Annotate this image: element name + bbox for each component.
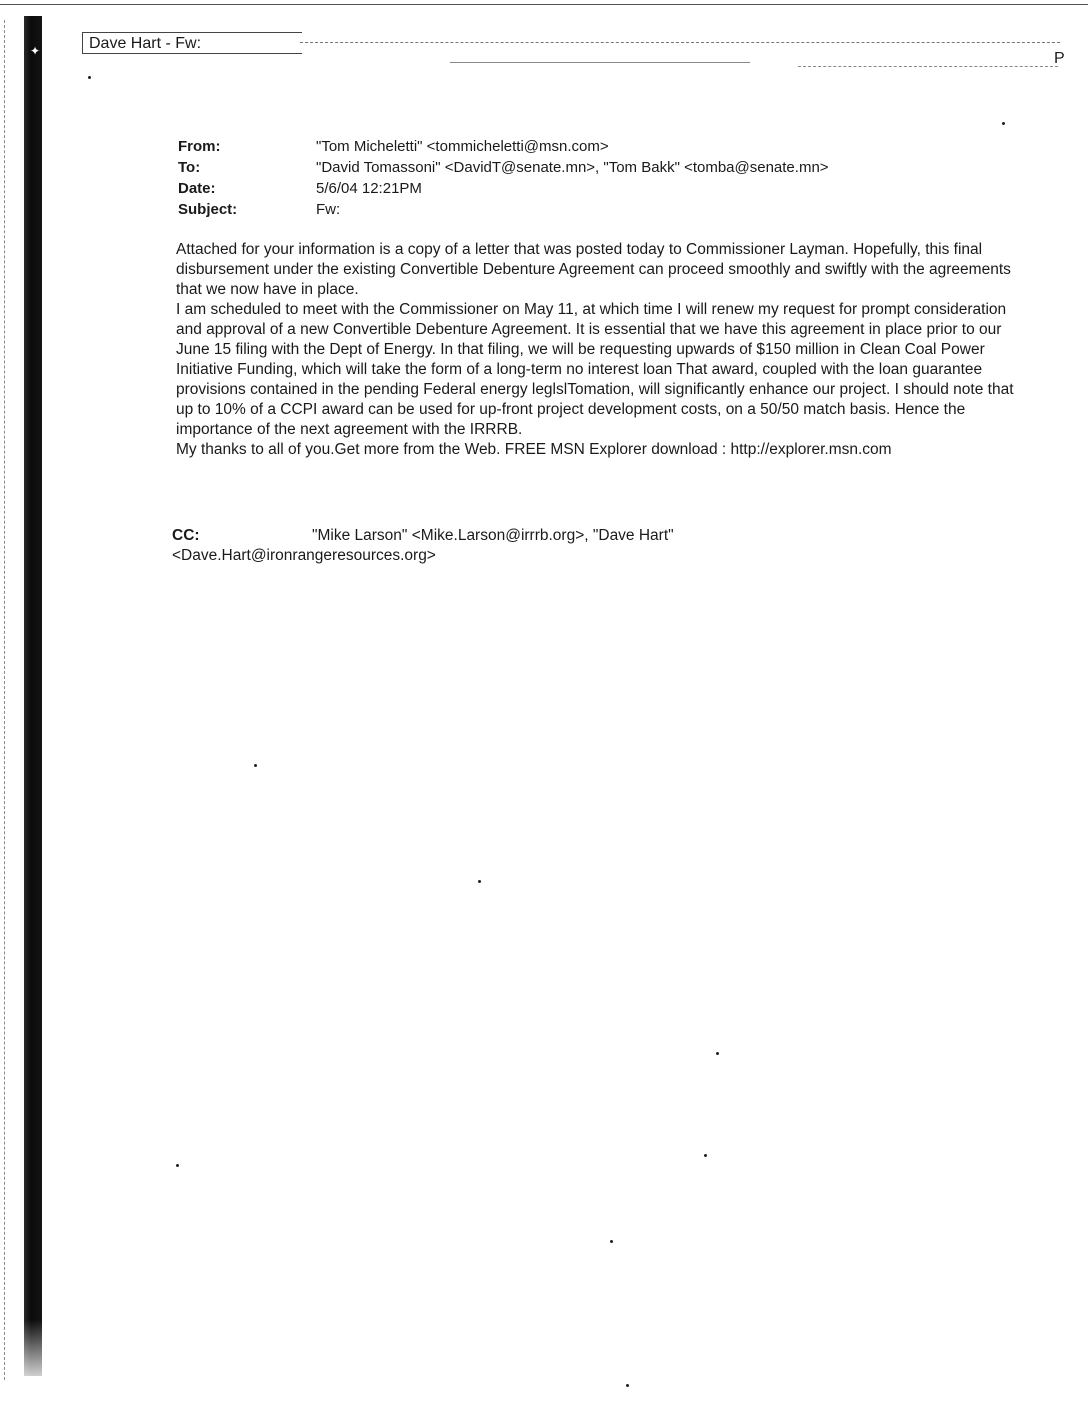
header-divider (300, 42, 1060, 43)
from-label: From: (178, 138, 221, 155)
subject-value: Fw: (316, 201, 341, 218)
scan-speck (626, 1384, 629, 1387)
scan-speck (176, 1164, 179, 1167)
from-value: "Tom Micheletti" <tommicheletti@msn.com> (316, 138, 609, 155)
scan-speck (610, 1240, 613, 1243)
top-rule (0, 4, 1088, 5)
cc-value-line-2: <Dave.Hart@ironrangeresources.org> (172, 547, 436, 564)
subject-label: Subject: (178, 201, 238, 218)
scan-speck (1002, 122, 1005, 125)
scan-speck (478, 880, 481, 883)
email-headers (178, 136, 829, 220)
subject-row (178, 199, 829, 220)
scan-speck (704, 1154, 707, 1157)
to-value: "David Tomassoni" <DavidT@senate.mn>, "Tom Bakk" <tomba@senate.mn> (316, 159, 829, 176)
scan-speck (88, 76, 91, 79)
cc-value-line-1: "Mike Larson" <Mike.Larson@irrrb.org>, "Dave Hart" (312, 527, 674, 544)
page-marker: P (1054, 50, 1065, 67)
scan-speck (254, 764, 257, 767)
cc-label: CC: (172, 527, 200, 544)
date-row (178, 178, 829, 199)
body-paragraph-3: My thanks to all of you.Get more from the Web. FREE MSN Explorer download : http://explorer.msn.com (176, 441, 892, 458)
body-paragraph-1: Attached for your information is a copy of a letter that was posted today to Commissioner Layman. Hopefully, this final disbursement under the existing Convertible Debenture Agreement can proceed smoothly and swiftly with the agreements that we now have in place. (176, 241, 1011, 298)
cc-block (172, 526, 674, 566)
paperclip-icon: ✦ (30, 44, 41, 58)
from-row (178, 136, 829, 157)
left-scan-bar (24, 16, 42, 1376)
header-divider-lower (450, 62, 750, 63)
left-edge-scan-artifact (4, 20, 15, 1380)
scan-speck (716, 1052, 719, 1055)
to-label: To: (178, 159, 201, 176)
email-body (176, 240, 1016, 460)
date-label: Date: (178, 180, 216, 197)
body-paragraph-2: I am scheduled to meet with the Commissioner on May 11, at which time I will renew my request for prompt consideration and approval of a new Convertible Debenture Agreement. It is essential that we have this agreement in place prior to our June 15 filing with the Dept of Energy. In that filing, we will be requesting upwards of $150 million in Clean Coal Power Initiative Funding, which will take the form of a long-term no interest loan That award, coupled with the loan guarantee provisions contained in the pending Federal energy leglslTomation, will significantly enhance our project. I should note that up to 10% of a CCPI award can be used for up-front project development costs, on a 50/50 match basis. Hence the importance of the next agreement with the IRRRB. (176, 301, 1014, 438)
left-scan-bar-fade (24, 1320, 42, 1390)
header-divider-right (798, 66, 1058, 67)
cc-row (172, 526, 674, 546)
to-row (178, 157, 829, 178)
window-title: Dave Hart - Fw: (82, 32, 302, 54)
date-value: 5/6/04 12:21PM (316, 180, 422, 197)
